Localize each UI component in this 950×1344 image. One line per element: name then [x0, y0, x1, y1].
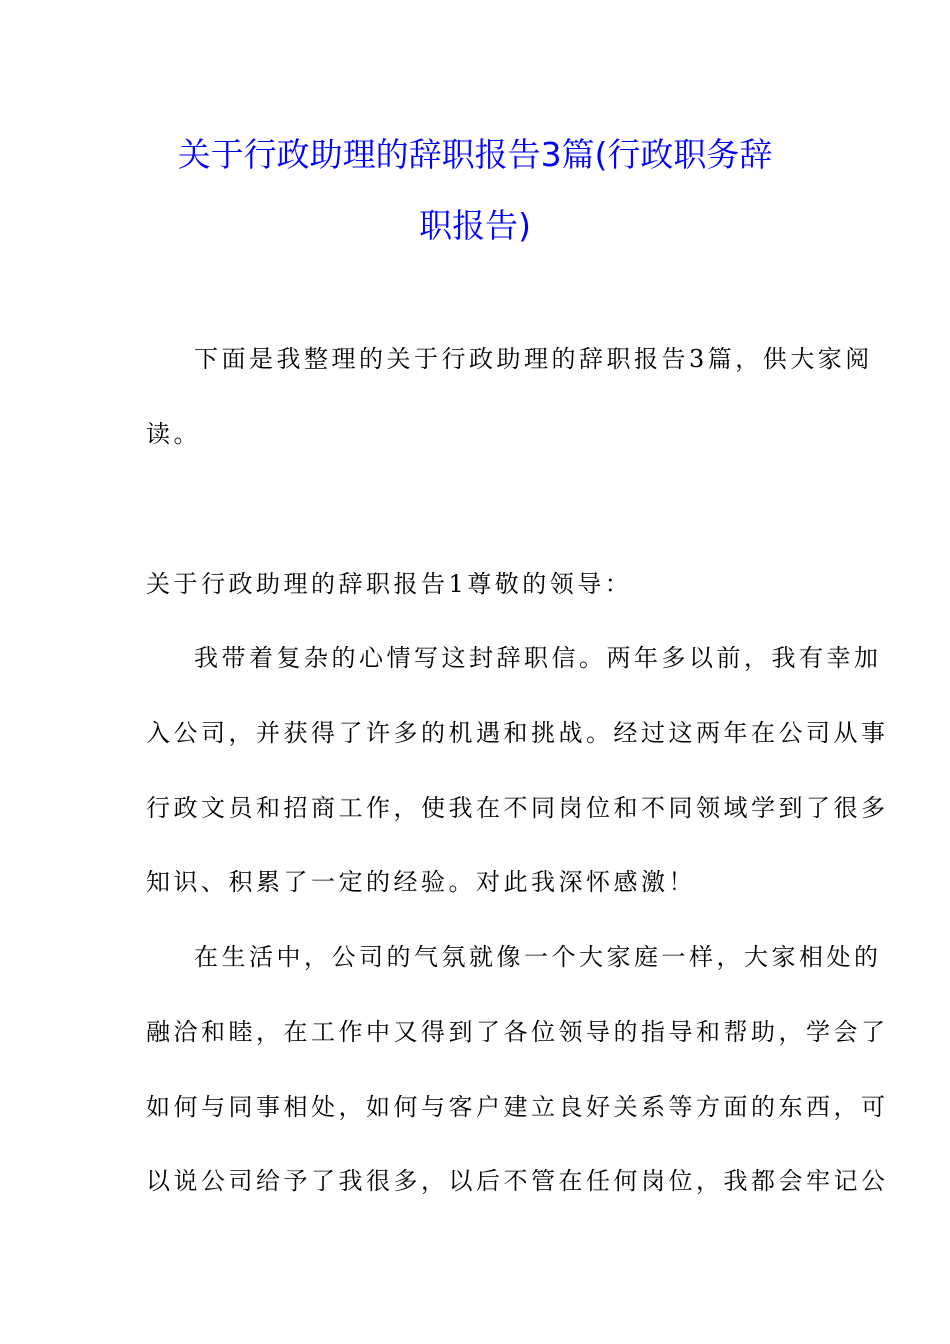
intro-line-2: 读。	[146, 420, 201, 448]
paragraph-2-line-1: 在生活中，公司的气氛就像一个大家庭一样，大家相处的	[194, 943, 882, 971]
paragraph-1-line-1: 我带着复杂的心情写这封辞职信。两年多以前，我有幸加	[194, 644, 882, 672]
paragraph-2-line-2: 融洽和睦，在工作中又得到了各位领导的指导和帮助，学会了	[146, 1018, 889, 1046]
paragraph-1-line-4: 知识、积累了一定的经验。对此我深怀感激！	[146, 868, 696, 896]
document-title-line-2: 职报告)	[419, 206, 531, 245]
paragraph-2-line-4: 以说公司给予了我很多，以后不管在任何岗位，我都会牢记公	[146, 1167, 889, 1195]
intro-line-1: 下面是我整理的关于行政助理的辞职报告3篇，供大家阅	[194, 345, 873, 373]
paragraph-1-line-2: 入公司，并获得了许多的机遇和挑战。经过这两年在公司从事	[146, 719, 889, 747]
document-title-line-1: 关于行政助理的辞职报告3篇(行政职务辞	[177, 135, 773, 174]
paragraph-1-line-3: 行政文员和招商工作，使我在不同岗位和不同领域学到了很多	[146, 794, 889, 822]
paragraph-2-line-3: 如何与同事相处，如何与客户建立良好关系等方面的东西，可	[146, 1093, 889, 1121]
section-heading: 关于行政助理的辞职报告1尊敬的领导：	[146, 570, 633, 598]
